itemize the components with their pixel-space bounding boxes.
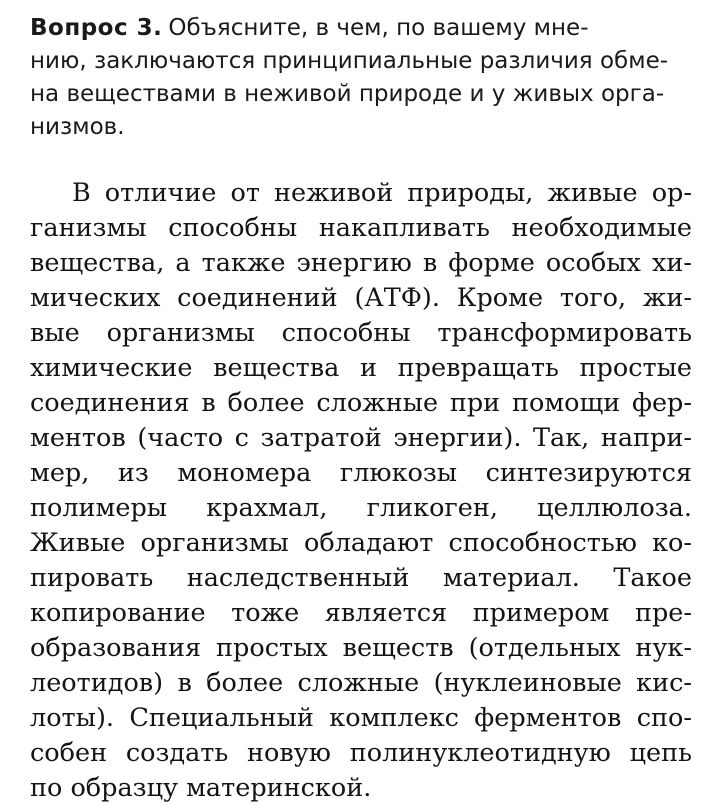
question-line — [30, 12, 690, 45]
answer-paragraph — [30, 176, 692, 806]
question-line: нию, заключаются принципиальные различия обме- — [30, 48, 669, 74]
question-line: на веществами в неживой природе и у живых орга- — [30, 81, 665, 107]
question-label: Вопрос 3. — [30, 15, 163, 41]
answer-line: мических соединений (АТФ). Кроме того, жи- — [30, 283, 692, 313]
answer-line: Живые организмы обладают способностью ко- — [30, 528, 692, 558]
answer-line: химические вещества и превращать простые — [30, 353, 692, 383]
answer-line: по образцу материнской. — [30, 773, 372, 803]
answer-line: леотидов) в более сложные (нуклеиновые кис- — [30, 668, 692, 698]
answer-line: образования простых веществ (отдельных нук- — [30, 633, 692, 663]
answer-line: соединения в более сложные при помощи фер- — [30, 388, 692, 418]
answer-line: пировать наследственный материал. Такое — [30, 563, 692, 593]
question-text: Объясните, в чем, по вашему мне- — [168, 15, 589, 41]
answer-line: В отличие от неживой природы, живые ор- — [72, 178, 692, 208]
answer-line: полимеры крахмал, гликоген, целлюлоза. — [30, 493, 692, 523]
question-line: низмов. — [30, 114, 125, 140]
answer-line: ментов (часто с затратой энергии). Так, напри- — [30, 423, 692, 453]
answer-line: мер, из мономера глюкозы синтезируются — [30, 458, 692, 488]
answer-line: вые организмы способны трансформировать — [30, 318, 692, 348]
answer-line: собен создать новую полинуклеотидную цепь — [30, 738, 692, 768]
answer-line: копирование тоже является примером пре- — [30, 598, 692, 628]
answer-line: ганизмы способны накапливать необходимые — [30, 213, 692, 243]
question-block — [30, 12, 690, 144]
answer-line: вещества, а также энергию в форме особых хи- — [30, 248, 692, 278]
answer-line: лоты). Специальный комплекс ферментов спо- — [30, 703, 692, 733]
